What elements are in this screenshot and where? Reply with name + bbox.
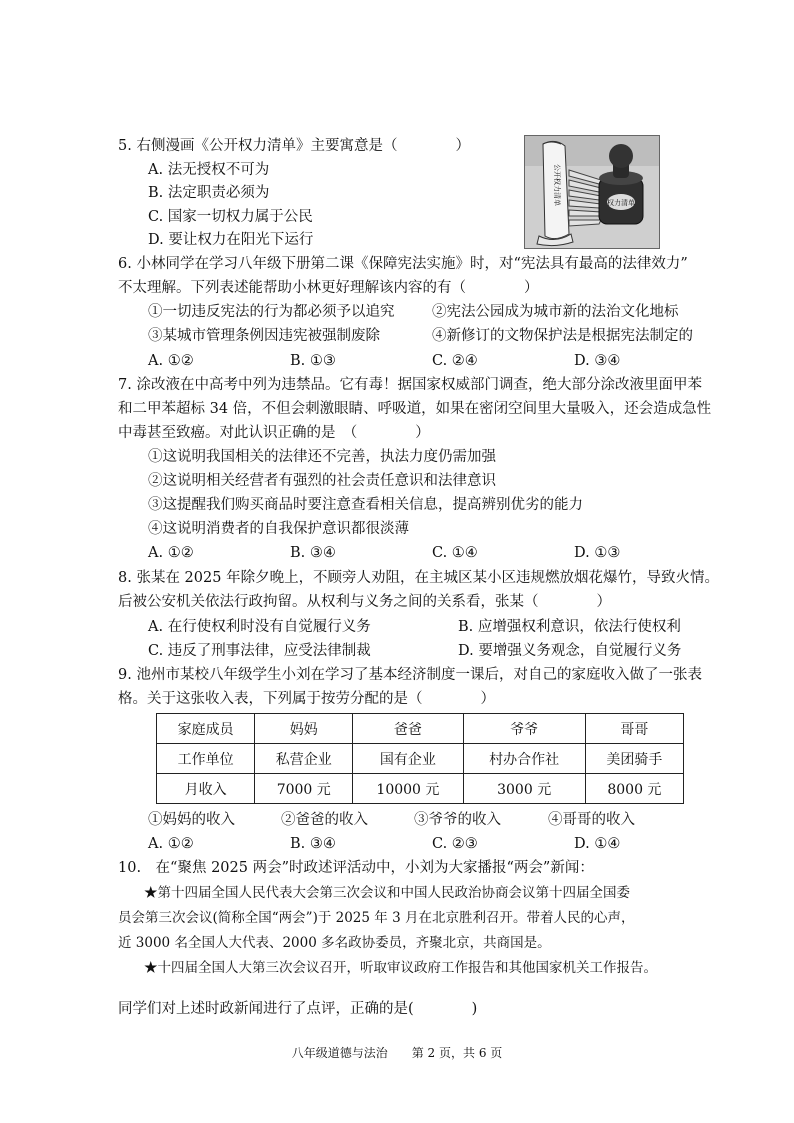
q9-choice-a: A. ①② xyxy=(148,836,194,852)
q7-choice-b: B. ③④ xyxy=(290,545,336,561)
q9-choice-c: C. ②③ xyxy=(432,836,478,852)
q10-ask: 同学们对上述时政新闻进行了点评，正确的是( ) xyxy=(118,1001,478,1017)
table-row xyxy=(157,744,684,774)
q6-stem-2: 不太理解。下列表述能帮助小林更好理解该内容的有（ ） xyxy=(118,280,539,296)
scroll-label: 公开权力清单 xyxy=(553,164,561,206)
q6-stem-1: 6. 小林同学在学习八年级下册第二课《保障宪法实施》时，对“宪法具有最高的法律效力” xyxy=(118,256,688,272)
public-power-list-cartoon xyxy=(524,135,660,249)
q7-statement-4: ④这说明消费者的自我保护意识都很淡薄 xyxy=(148,521,409,537)
table-cell: 村办合作社 xyxy=(463,744,585,774)
q9-statement-2: ②爸爸的收入 xyxy=(281,812,368,828)
q6-statement-3: ③某城市管理条例因违宪被强制废除 xyxy=(148,328,380,344)
q10-stem: 10. 在“聚焦 2025 两会”时政述评活动中，小刘为大家播报“两会”新闻： xyxy=(118,860,594,876)
table-cell: 家庭成员 xyxy=(157,714,255,744)
q8-stem-2: 后被公安机关依法行政拘留。从权利与义务之间的关系看，张某（ ） xyxy=(118,594,611,610)
q8-option-a: A. 在行使权利时没有自觉履行义务 xyxy=(148,619,371,635)
q7-statement-3: ③这提醒我们购买商品时要注意查看相关信息，提高辨别优劣的能力 xyxy=(148,497,583,513)
table-cell: 美团骑手 xyxy=(585,744,683,774)
q9-statement-1: ①妈妈的收入 xyxy=(148,812,235,828)
q8-option-d: D. 要增强义务观念，自觉履行义务 xyxy=(458,643,682,659)
table-cell: 7000 元 xyxy=(255,774,353,804)
q5-stem: 5. 右侧漫画《公开权力清单》主要寓意是（ ） xyxy=(118,138,470,154)
q10-news-1-line-3: 近 3000 名全国人大代表、2000 多名政协委员，齐聚北京，共商国是。 xyxy=(118,935,551,951)
q9-stem-2: 格。关于这张收入表，下列属于按劳分配的是（ ） xyxy=(118,691,495,707)
q10-news-1-line-2: 员会第三次会议(简称全国“两会”)于 2025 年 3 月在北京胜利召开。带着人民的心声， xyxy=(118,910,635,926)
q6-choice-b: B. ①③ xyxy=(290,353,336,369)
q6-statement-4: ④新修订的文物保护法是根据宪法制定的 xyxy=(432,328,693,344)
q7-statement-1: ①这说明我国相关的法律还不完善，执法力度仍需加强 xyxy=(148,449,496,465)
q7-choice-a: A. ①② xyxy=(148,545,194,561)
q5-option-d: D. 要让权力在阳光下运行 xyxy=(148,232,314,248)
q6-choice-d: D. ③④ xyxy=(574,353,621,369)
q10-news-1-line-1: ★第十四届全国人民代表大会第三次会议和中国人民政治协商会议第十四届全国委 xyxy=(144,885,630,901)
table-cell: 妈妈 xyxy=(255,714,353,744)
q5-option-b: B. 法定职责必须为 xyxy=(148,185,270,201)
q8-option-b: B. 应增强权利意识，依法行使权利 xyxy=(458,619,681,635)
q7-stem-1: 7. 涂改液在中高考中列为违禁品。它有毒！据国家权威部门调查，绝大部分涂改液里面甲苯 xyxy=(118,377,702,393)
table-row xyxy=(157,714,684,744)
table-cell: 10000 元 xyxy=(353,774,463,804)
table-row xyxy=(157,774,684,804)
q6-statement-1: ①一切违反宪法的行为都必须予以追究 xyxy=(148,304,395,320)
q6-choice-c: C. ②④ xyxy=(432,353,478,369)
q6-statement-2: ②宪法公园成为城市新的法治文化地标 xyxy=(432,304,679,320)
q8-option-c: C. 违反了刑事法律，应受法律制裁 xyxy=(148,643,371,659)
table-cell: 哥哥 xyxy=(585,714,683,744)
q9-choice-d: D. ①④ xyxy=(574,836,621,852)
table-cell: 8000 元 xyxy=(585,774,683,804)
table-cell: 工作单位 xyxy=(157,744,255,774)
q9-stem-1: 9. 池州市某校八年级学生小刘在学习了基本经济制度一课后，对自己的家庭收入做了一张表 xyxy=(118,667,702,683)
q9-statement-4: ④哥哥的收入 xyxy=(548,812,635,828)
table-cell: 私营企业 xyxy=(255,744,353,774)
cartoon-illustration xyxy=(525,136,659,248)
table-cell: 月收入 xyxy=(157,774,255,804)
income-table xyxy=(156,713,684,804)
page-footer: 八年级道德与法治 第 2 页，共 6 页 xyxy=(291,1046,503,1060)
q9-statement-3: ③爷爷的收入 xyxy=(414,812,501,828)
q9-choice-b: B. ③④ xyxy=(290,836,336,852)
q5-option-a: A. 法无授权不可为 xyxy=(148,162,270,178)
q7-stem-3: 中毒甚至致癌。对此认识正确的是 （ ） xyxy=(118,425,430,441)
q10-news-2: ★十四届全国人大第三次会议召开，听取审议政府工作报告和其他国家机关工作报告。 xyxy=(144,960,657,976)
table-cell: 国有企业 xyxy=(353,744,463,774)
table-cell: 爷爷 xyxy=(463,714,585,744)
q7-statement-2: ②这说明相关经营者有强烈的社会责任意识和法律意识 xyxy=(148,473,496,489)
q8-stem-1: 8. 张某在 2025 年除夕晚上，不顾旁人劝阻，在主城区某小区违规燃放烟花爆竹，导致火情。 xyxy=(118,570,720,586)
table-cell: 爸爸 xyxy=(353,714,463,744)
q6-choice-a: A. ①② xyxy=(148,353,194,369)
stamp-label: 权力清单 xyxy=(607,199,635,207)
q7-choice-d: D. ①③ xyxy=(574,545,621,561)
q5-option-c: C. 国家一切权力属于公民 xyxy=(148,209,313,225)
q7-stem-2: 和二甲苯超标 34 倍，不但会刺激眼睛、呼吸道，如果在密闭空间里大量吸入，还会造成急性 xyxy=(118,401,712,417)
table-cell: 3000 元 xyxy=(463,774,585,804)
q7-choice-c: C. ①④ xyxy=(432,545,478,561)
